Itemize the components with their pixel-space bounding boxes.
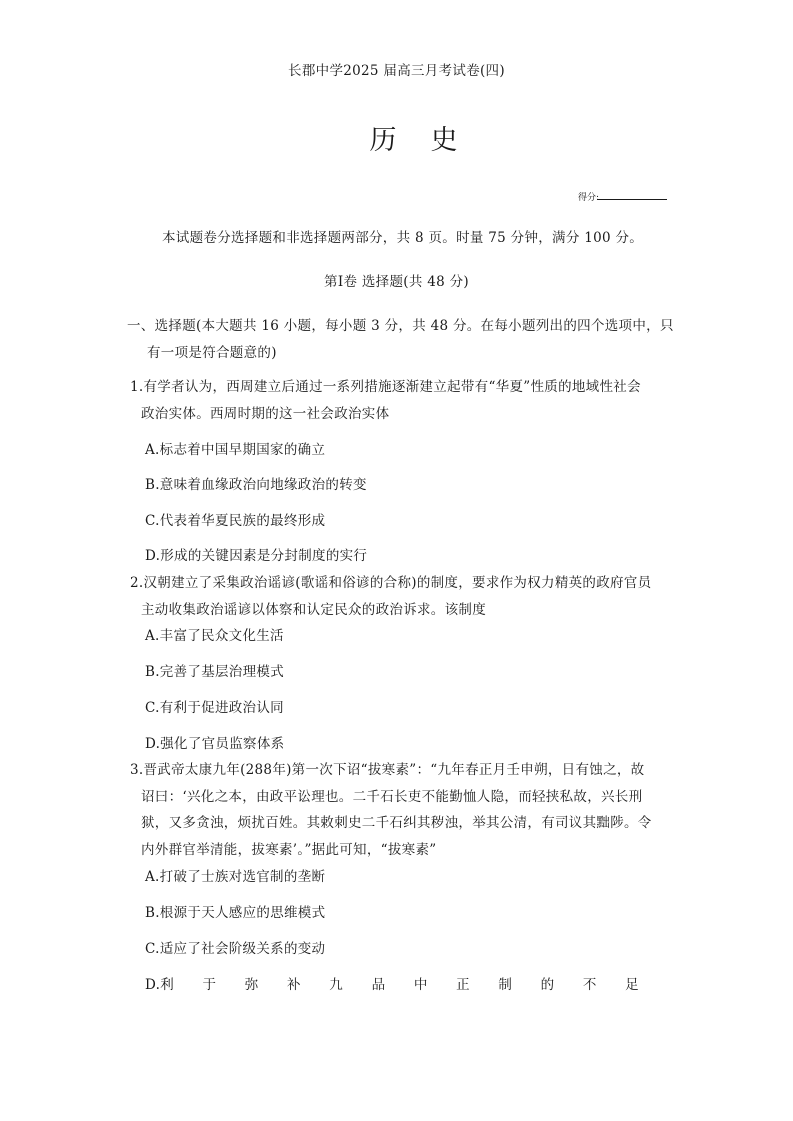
option-a: A.标志着中国早期国家的确立 — [145, 442, 326, 458]
score-blank-line — [597, 199, 667, 200]
option-b: B.意味着血缘政治向地缘政治的转变 — [145, 477, 367, 493]
question-stem-line: 狱，又多贪浊，烦扰百姓。其敕刺史二千石纠其秽浊，举其公清，有司议其黜陟。令 — [141, 815, 652, 831]
section-title: 第Ⅰ卷 选择题(共 48 分) — [324, 274, 469, 290]
option-char: 的 — [540, 977, 555, 993]
option-char: 于 — [202, 977, 217, 993]
question-stem-line: 1.有学者认为，西周建立后通过一系列措施逐渐建立起带有“华夏”性质的地域性社会 — [130, 379, 641, 395]
exam-title: 长郡中学2025 届高三月考试卷(四) — [288, 63, 505, 79]
option-char: 品 — [371, 977, 386, 993]
option-d: D.形成的关键因素是分封制度的实行 — [145, 548, 368, 564]
part-instructions-line: 一、选择题(本大题共 16 小题，每小题 3 分，共 48 分。在每小题列出的四个选项中，只 — [127, 318, 674, 334]
option-char: 中 — [413, 977, 428, 993]
option-b: B.根源于天人感应的思维模式 — [145, 905, 326, 921]
question-stem-line: 诏曰：‘兴化之本，由政平讼理也。二千石长吏不能勤恤人隐，而轻挟私故，兴长刑 — [141, 789, 643, 805]
option-c: C.有利于促进政治认同 — [145, 700, 284, 716]
exam-intro: 本试题卷分选择题和非选择题两部分，共 8 页。时量 75 分钟，满分 100 分。 — [162, 230, 644, 246]
question-stem-line: 政治实体。西周时期的这一社会政治实体 — [141, 406, 390, 422]
option-char: 补 — [287, 977, 301, 993]
part-instructions-line: 有一项是符合题意的) — [147, 345, 277, 361]
option-char: 九 — [329, 977, 344, 993]
option-c: C.代表着华夏民族的最终形成 — [145, 513, 326, 529]
question-stem-line: 3.晋武帝太康九年(288年)第一次下诏“拔寒素”：“九年春正月壬申朔，日有蚀之，故 — [130, 762, 645, 778]
option-char: 制 — [498, 977, 513, 993]
option-char: 弥 — [244, 977, 259, 993]
option-a: A.丰富了民众文化生活 — [145, 628, 284, 644]
question-stem-line: 2.汉朝建立了采集政治谣谚(歌谣和俗谚的合称)的制度，要求作为权力精英的政府官员 — [130, 575, 652, 591]
score-label: 得分: — [578, 193, 600, 203]
option-char: 正 — [456, 977, 470, 993]
question-stem-line: 内外群官举清能，拔寒素’。”据此可知，“拔寒素” — [141, 842, 437, 858]
option-char: D.利 — [145, 977, 175, 993]
question-stem-line: 主动收集政治谣谚以体察和认定民众的政治诉求。该制度 — [141, 602, 486, 618]
option-b: B.完善了基层治理模式 — [145, 664, 285, 680]
option-c: C.适应了社会阶级关系的变动 — [145, 941, 326, 957]
option-d — [145, 973, 639, 993]
option-char: 不 — [582, 977, 597, 993]
option-d: D.强化了官员监察体系 — [145, 736, 285, 752]
option-char: 足 — [625, 977, 639, 993]
option-a: A.打破了士族对选官制的垄断 — [145, 869, 326, 885]
subject-title: 历史 — [369, 125, 492, 156]
